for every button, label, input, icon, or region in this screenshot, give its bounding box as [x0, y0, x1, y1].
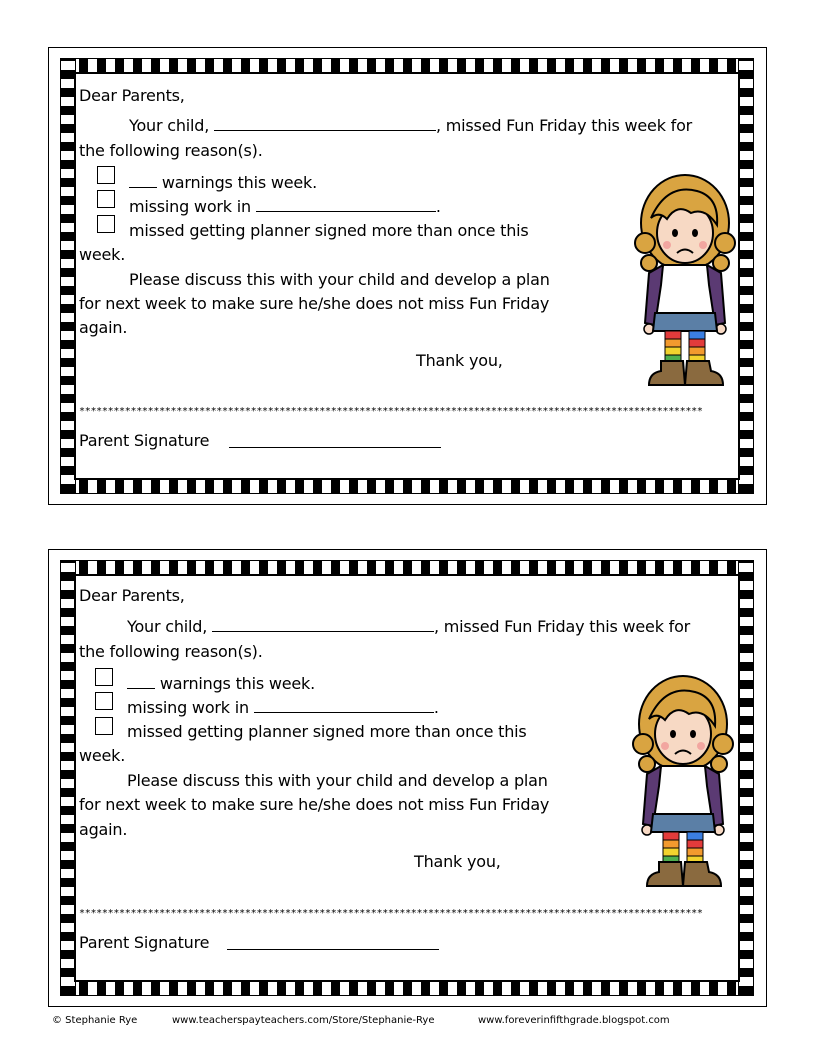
- discuss-line-3: again.: [79, 820, 128, 839]
- signature-line[interactable]: [229, 447, 441, 448]
- planner-checkbox[interactable]: [95, 717, 113, 735]
- discuss-line-2: for next week to make sure he/she does not miss Fun Friday: [79, 294, 550, 313]
- greeting: Dear Parents,: [79, 86, 185, 105]
- warnings-checkbox[interactable]: [97, 166, 115, 184]
- missing-work-line: [127, 698, 439, 717]
- signature-label: Parent Signature: [79, 933, 210, 952]
- period: .: [435, 197, 441, 216]
- missing-work-line: [129, 197, 441, 216]
- reasons-intro: the following reason(s).: [79, 642, 263, 661]
- note-card-2: [48, 549, 767, 1007]
- subject-blank[interactable]: [256, 197, 436, 212]
- missing-work-checkbox[interactable]: [95, 692, 113, 710]
- discuss-line-1: Please discuss this with your child and develop a plan: [127, 771, 548, 790]
- child-name-line: [127, 617, 690, 636]
- greeting: Dear Parents,: [79, 586, 185, 605]
- note-card-1: [48, 47, 767, 505]
- missed-fun-friday-text: , missed Fun Friday this week for: [434, 617, 691, 636]
- planner-checkbox[interactable]: [97, 215, 115, 233]
- period: .: [433, 698, 439, 717]
- store-link[interactable]: www.teacherspayteachers.com/Store/Stephanie-Rye: [172, 1015, 435, 1026]
- checker-border-bottom: [60, 478, 754, 494]
- child-name-blank[interactable]: [212, 617, 434, 632]
- copyright: © Stephanie Rye: [52, 1015, 138, 1026]
- planner-text: missed getting planner signed more than once this: [127, 722, 527, 741]
- your-child-label: Your child,: [129, 116, 210, 135]
- missing-work-checkbox[interactable]: [97, 190, 115, 208]
- checker-border-bottom: [60, 980, 754, 996]
- missing-work-text: missing work in: [127, 698, 249, 717]
- planner-text-cont: week.: [79, 746, 126, 765]
- planner-text: missed getting planner signed more than once this: [129, 221, 529, 240]
- discuss-line-1: Please discuss this with your child and develop a plan: [129, 270, 550, 289]
- subject-blank[interactable]: [254, 698, 434, 713]
- warnings-text: warnings this week.: [159, 674, 315, 693]
- sad-girl-clipart: [627, 173, 747, 391]
- closing: Thank you,: [414, 852, 501, 871]
- missing-work-text: missing work in: [129, 197, 251, 216]
- warnings-checkbox[interactable]: [95, 668, 113, 686]
- discuss-line-3: again.: [79, 318, 128, 337]
- closing: Thank you,: [416, 351, 503, 370]
- reasons-intro: the following reason(s).: [79, 141, 263, 160]
- child-name-line: [129, 116, 692, 135]
- divider-stars: *************************************************************************************************************: [79, 908, 703, 919]
- your-child-label: Your child,: [127, 617, 208, 636]
- blog-link[interactable]: www.foreverinfifthgrade.blogspot.com: [478, 1015, 670, 1026]
- divider-stars: *************************************************************************************************************: [79, 406, 703, 417]
- warnings-text: warnings this week.: [161, 173, 317, 192]
- warnings-count-blank[interactable]: [129, 173, 157, 188]
- signature-label: Parent Signature: [79, 431, 210, 450]
- warnings-line: [127, 674, 315, 693]
- warnings-line: [129, 173, 317, 192]
- sad-girl-clipart: [625, 674, 745, 892]
- missed-fun-friday-text: , missed Fun Friday this week for: [436, 116, 693, 135]
- child-name-blank[interactable]: [214, 116, 436, 131]
- warnings-count-blank[interactable]: [127, 674, 155, 689]
- discuss-line-2: for next week to make sure he/she does not miss Fun Friday: [79, 795, 550, 814]
- signature-line[interactable]: [227, 949, 439, 950]
- planner-text-cont: week.: [79, 245, 126, 264]
